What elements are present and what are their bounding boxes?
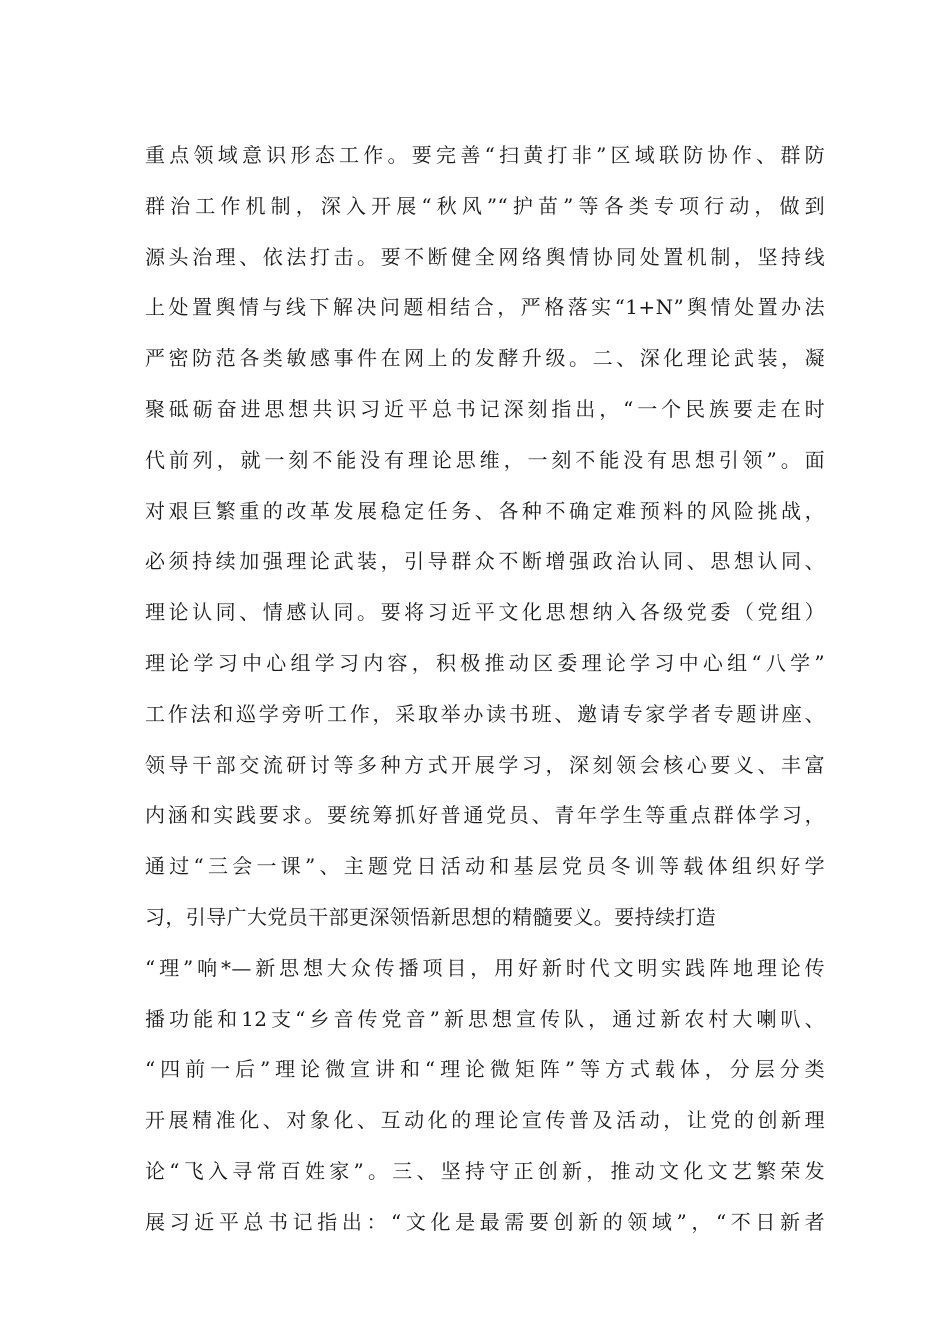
text-line: 源头治理、依法打击。要不断健全网络舆情协同处置机制，坚持线 <box>145 244 825 269</box>
text-line: 理论学习中心组学习内容，积极推动区委理论学习中心组“八学” <box>145 650 825 675</box>
text-line: 群治工作机制，深入开展“秋风”“护苗”等各类专项行动，做到 <box>145 193 825 218</box>
text-line: 内涵和实践要求。要统筹抓好普通党员、青年学生等重点群体学习， <box>145 803 825 828</box>
text-line: 论“飞入寻常百姓家”。三、坚持守正创新，推动文化文艺繁荣发 <box>145 1158 825 1183</box>
text-line: 工作法和巡学旁听工作，采取举办读书班、邀请专家学者专题讲座、 <box>145 701 825 726</box>
text-line: 代前列，就一刻不能没有理论思维，一刻不能没有思想引领”。面 <box>145 447 825 472</box>
text-line: 必须持续加强理论武装，引导群众不断增强政治认同、思想认同、 <box>145 549 825 574</box>
text-line: 上处置舆情与线下解决问题相结合，严格落实“1+N”舆情处置办法 <box>145 295 825 320</box>
text-line: 理论认同、情感认同。要将习近平文化思想纳入各级党委（党组） <box>145 600 825 625</box>
text-line: 聚砥砺奋进思想共识习近平总书记深刻指出，“一个民族要走在时 <box>145 396 825 421</box>
text-line: “四前一后”理论微宣讲和“理论微矩阵”等方式载体，分层分类 <box>145 1057 825 1082</box>
text-line: “理”响*—新思想大众传播项目，用好新时代文明实践阵地理论传 <box>145 955 825 980</box>
text-line: 重点领域意识形态工作。要完善“扫黄打非”区域联防协作、群防 <box>145 143 825 167</box>
text-line: 领导干部交流研讨等多种方式开展学习，深刻领会核心要义、丰富 <box>145 752 825 777</box>
text-line: 开展精准化、对象化、互动化的理论宣传普及活动，让党的创新理 <box>145 1108 825 1133</box>
text-line: 通过“三会一课”、主题党日活动和基层党员冬训等载体组织好学 <box>145 854 825 879</box>
text-line: 展习近平总书记指出：“文化是最需要创新的领域”，“不日新者 <box>145 1209 825 1234</box>
text-line: 对艰巨繁重的改革发展稳定任务、各种不确定难预料的风险挑战， <box>145 498 825 523</box>
text-line: 播功能和12支“乡音传党音”新思想宣传队，通过新农村大喇叭、 <box>145 1006 825 1031</box>
body-text <box>145 130 825 1248</box>
text-line: 严密防范各类敏感事件在网上的发酵升级。二、深化理论武装，凝 <box>145 346 825 371</box>
text-line: 习，引导广大党员干部更深领悟新思想的精髓要义。要持续打造 <box>145 904 717 929</box>
